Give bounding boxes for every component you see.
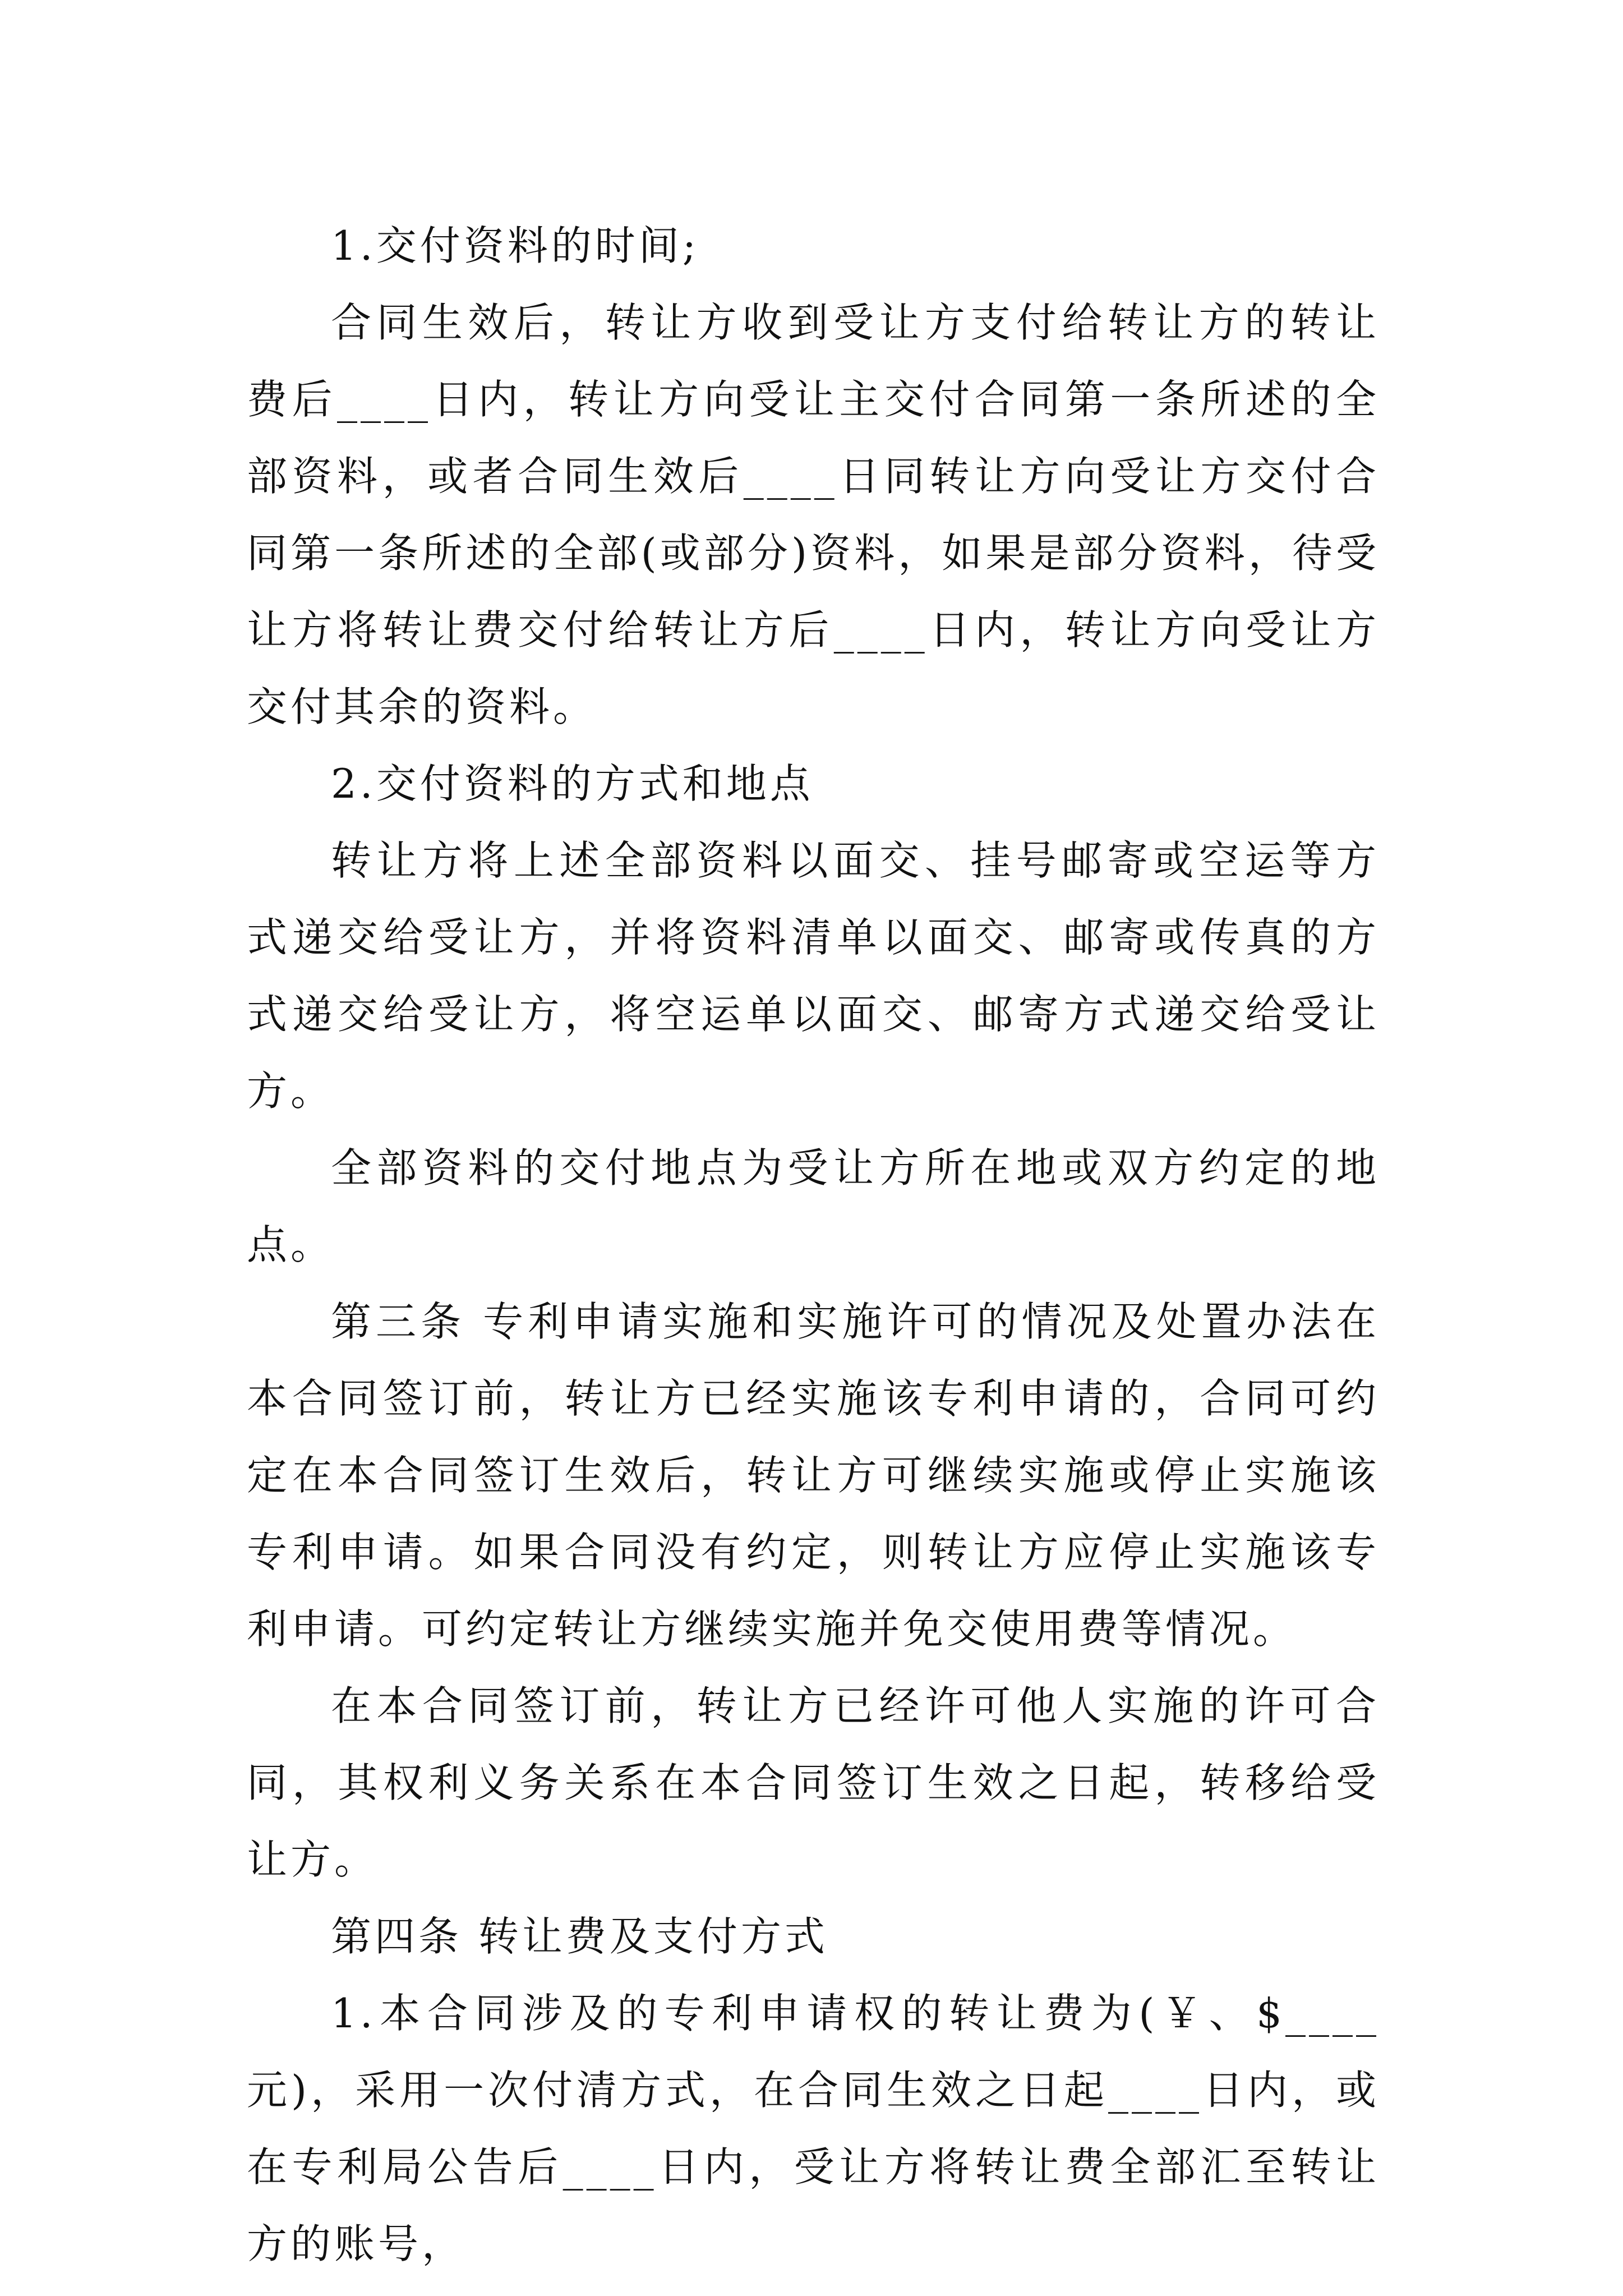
paragraph-delivery-method-body: 转让方将上述全部资料以面交、挂号邮寄或空运等方式递交给受让方，并将资料清单以面交、邮寄或传真的方式递交给受让方，将空运单以面交、邮寄方式递交给受让方。 [247,837,1380,1115]
paragraph-delivery-time-body: 合同生效后，转让方收到受让方支付给转让方的转让费后____日内，转让方向受让主交付合同第一条所述的全部资料，或者合同生效后____日同转让方向受让方交付合同第一条所述的全部(或部分)资料，如果是部分资料，待受让方将转让费交付给转让方后____日内，转让方向受让方交付其余的资料。 [247,299,1380,730]
paragraph-delivery-location: 全部资料的交付地点为受让方所在地或双方约定的地点。 [247,1144,1380,1268]
document-body [247,208,1380,2283]
paragraph-delivery-time-heading: 1.交付资料的时间; [331,222,699,269]
paragraph-delivery-method-heading: 2.交付资料的方式和地点 [331,760,814,807]
paragraph-transfer-fee: 1.本合同涉及的专利申请权的转让费为(￥、$____元)，采用一次付清方式，在合同生效之日起____日内，或在专利局公告后____日内，受让方将转让费全部汇至转让方的账号， [247,1990,1380,2267]
paragraph-article-four-heading: 第四条 转让费及支付方式 [331,1913,828,1960]
paragraph-article-three: 第三条 专利申请实施和实施许可的情况及处置办法在本合同签订前，转让方已经实施该专利申请的，合同可约定在本合同签订生效后，转让方可继续实施或停止实施该专利申请。如果合同没有约定，则转让方应停止实施该专利申请。可约定转让方继续实施并免交使用费等情况。 [247,1298,1380,1653]
paragraph-prior-license: 在本合同签订前，转让方已经许可他人实施的许可合同，其权利义务关系在本合同签订生效之日起，转移给受让方。 [247,1682,1380,1883]
